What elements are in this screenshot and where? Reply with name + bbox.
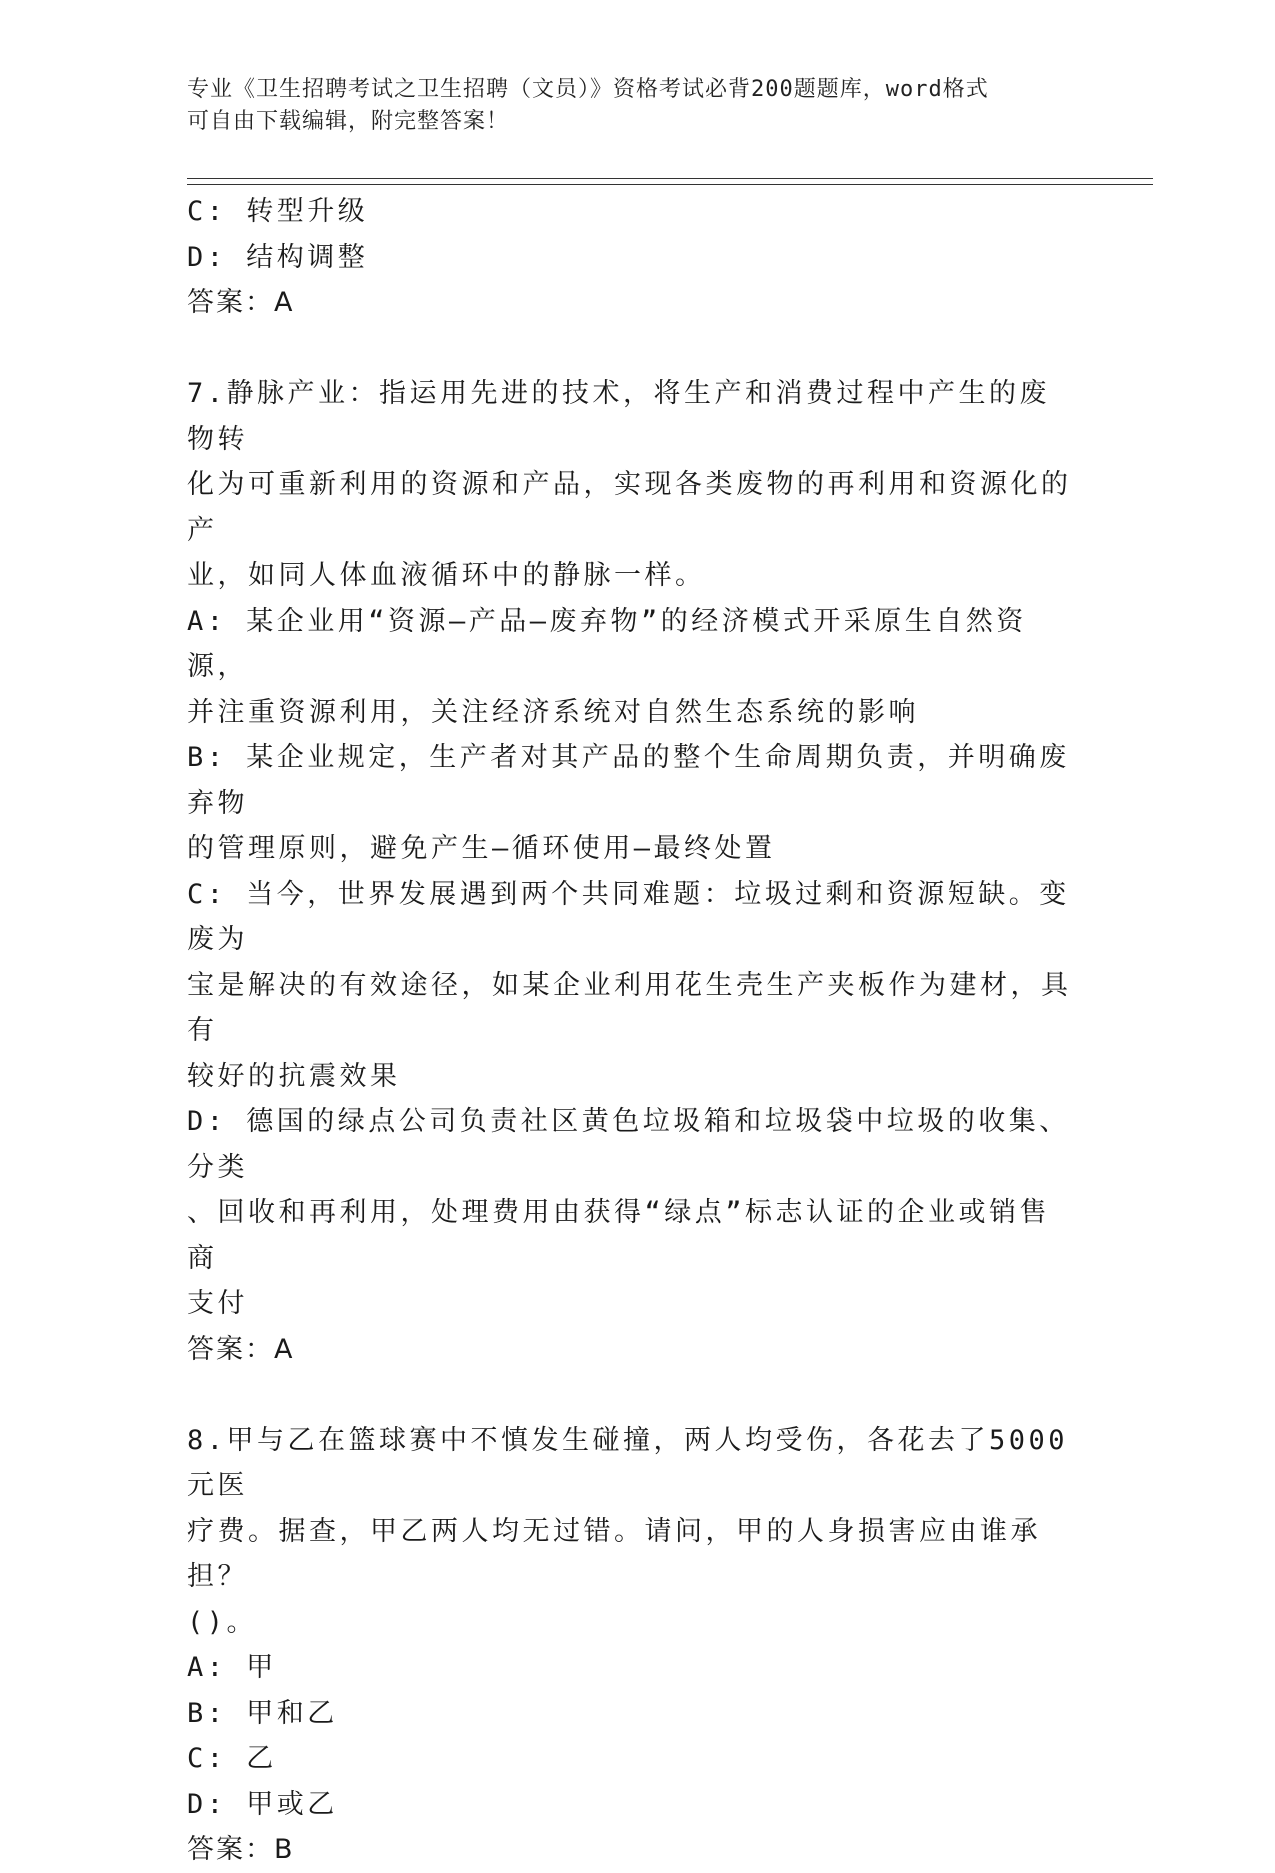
- option-d: D: 德国的绿点公司负责社区黄色垃圾箱和垃圾袋中垃圾的收集、分类: [187, 1106, 1070, 1183]
- question-8: [187, 1418, 1077, 1873]
- question-stem-line: 7.静脉产业：指运用先进的技术，将生产和消费过程中产生的废物转: [187, 378, 1051, 455]
- question-stem-line: 业，如同人体血液循环中的静脉一样。: [187, 560, 706, 591]
- header-title-line-2: 可自由下载编辑，附完整答案！: [187, 109, 510, 134]
- option-b: B: 甲和乙: [187, 1697, 338, 1729]
- option-d: D: 甲或乙: [187, 1788, 338, 1820]
- option-c-cont: 较好的抗震效果: [187, 1060, 401, 1092]
- option-b-cont: 的管理原则，避免产生—循环使用—最终处置: [187, 833, 776, 864]
- page-header: [187, 74, 1067, 138]
- option-d-cont: 支付: [187, 1288, 248, 1319]
- spacer: [187, 326, 1077, 372]
- spacer: [187, 1372, 1077, 1418]
- question-stem-line: 疗费。据查，甲乙两人均无过错。请问，甲的人身损害应由谁承担？: [187, 1515, 1041, 1592]
- header-divider: [187, 178, 1153, 185]
- previous-question-tail: [187, 189, 1077, 326]
- header-title-line-1: 专业《卫生招聘考试之卫生招聘（文员）》资格考试必背200题题库，word格式: [187, 77, 989, 102]
- option-c-cont: 宝是解决的有效途径，如某企业利用花生壳生产夹板作为建材，具有: [187, 969, 1072, 1046]
- question-stem-line: 化为可重新利用的资源和产品，实现各类废物的再利用和资源化的产: [187, 469, 1072, 546]
- question-stem-line: 8.甲与乙在篮球赛中不慎发生碰撞，两人均受伤，各花去了5000元医: [187, 1424, 1069, 1501]
- option-a-cont: 并注重资源利用，关注经济系统对自然生态系统的影响: [187, 696, 919, 728]
- question-stem-line: ()。: [187, 1606, 258, 1638]
- option-b: B: 某企业规定，生产者对其产品的整个生命周期负责，并明确废弃物: [187, 742, 1070, 819]
- option-c: C: 当今，世界发展遇到两个共同难题：垃圾过剩和资源短缺。变废为: [187, 878, 1070, 955]
- option-a: A: 甲: [187, 1652, 277, 1683]
- question-content: [187, 189, 1077, 1873]
- option-c: C: 乙: [187, 1743, 277, 1774]
- answer-line: 答案：B: [187, 1834, 295, 1865]
- answer-line: 答案：A: [187, 1333, 295, 1365]
- option-d-cont: 、回收和再利用，处理费用由获得“绿点”标志认证的企业或销售商: [187, 1197, 1051, 1274]
- answer-line: 答案：A: [187, 287, 295, 318]
- option-a: A: 某企业用“资源—产品—废弃物”的经济模式开采原生自然资源，: [187, 605, 1027, 682]
- question-7: [187, 371, 1077, 1372]
- option-d: D: 结构调整: [187, 241, 369, 273]
- option-c: C: 转型升级: [187, 196, 369, 227]
